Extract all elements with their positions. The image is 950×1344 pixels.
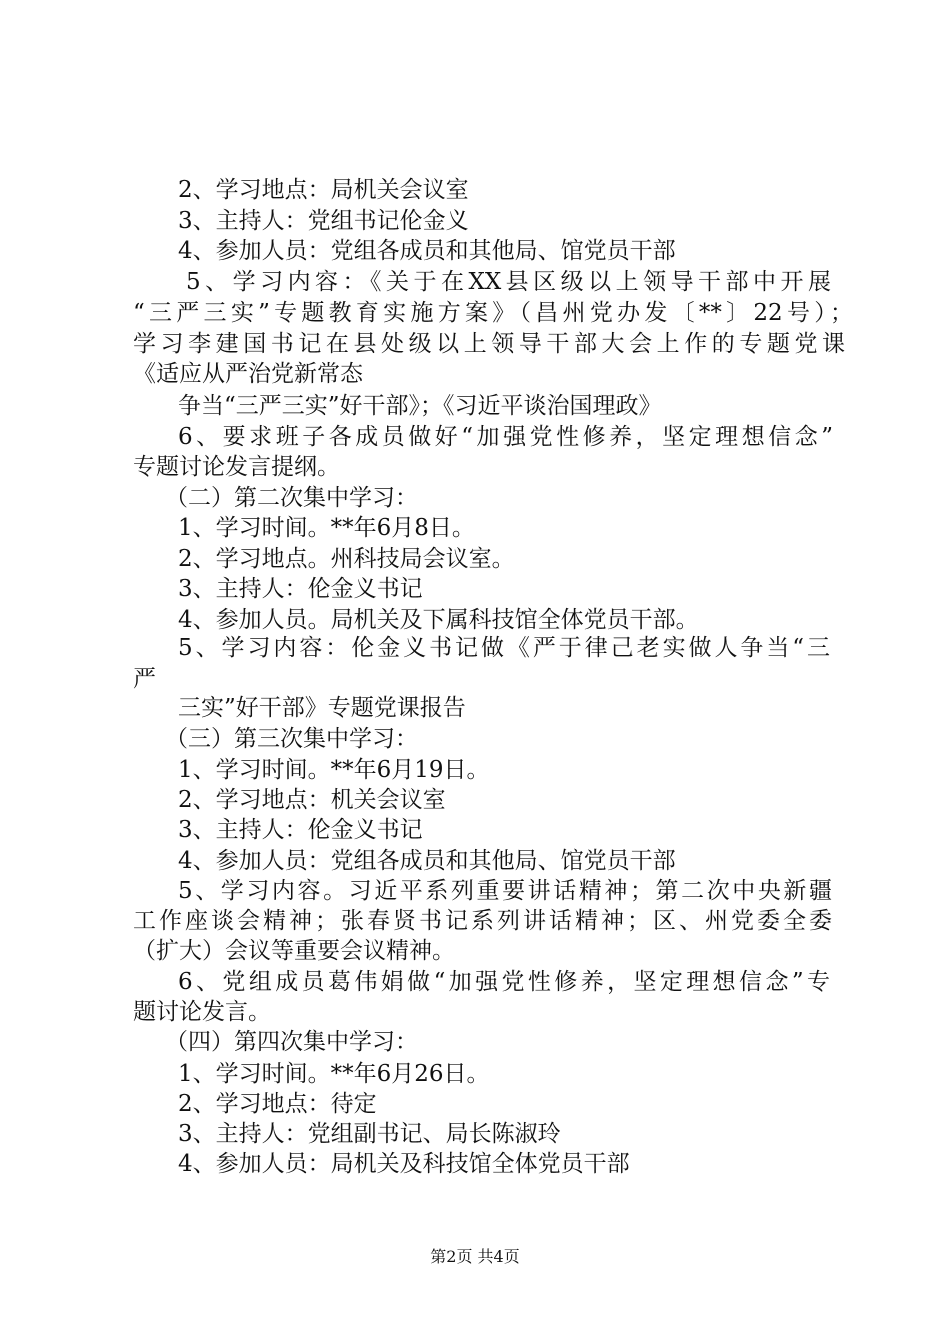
text-line: 争当“三严三实”好干部》；《习近平谈治国理政》	[178, 393, 662, 419]
text-line: 1、学习时间。**年6月19日。	[178, 757, 490, 783]
text-line: 4、参加人员：党组各成员和其他局、馆党员干部	[178, 238, 676, 264]
text-line: 3、主持人：党组副书记、局长陈淑玲	[178, 1121, 561, 1147]
text-line: 4、参加人员：局机关及科技馆全体党员干部	[178, 1151, 630, 1177]
text-line: 三实”好干部》专题党课报告	[178, 695, 466, 721]
text-line: 2、学习地点：待定	[178, 1091, 377, 1117]
text-line: 5、学习内容。习近平系列重要讲话精神；第二次中央新疆	[178, 878, 832, 904]
text-line: 专题讨论发言提纲。	[133, 454, 340, 480]
text-line: 2、学习地点。州科技局会议室。	[178, 546, 515, 572]
text-line: 5、学习内容：《关于在XX县区级以上领导干部中开展	[186, 269, 831, 295]
text-line: 4、参加人员：党组各成员和其他局、馆党员干部	[178, 848, 676, 874]
section-heading: （二）第二次集中学习：	[165, 485, 418, 511]
section-heading: （四）第四次集中学习：	[165, 1029, 418, 1055]
text-line: 1、学习时间。**年6月26日。	[178, 1061, 490, 1087]
section-heading: （三）第三次集中学习：	[165, 726, 418, 752]
text-line: 6、要求班子各成员做好“加强党性修养，坚定理想信念”	[178, 424, 833, 450]
text-line: 3、主持人：党组书记伦金义	[178, 208, 469, 234]
text-line: 学习李建国书记在县处级以上领导干部大会上作的专题党课	[133, 331, 845, 357]
text-line: 2、学习地点：局机关会议室	[178, 177, 469, 203]
text-line: 1、学习时间。**年6月8日。	[178, 515, 475, 541]
text-line: 工作座谈会精神；张春贤书记系列讲话精神；区、州党委全委	[133, 908, 832, 934]
text-line: “三严三实”专题教育实施方案》（昌州党办发〔**〕22号）；	[133, 300, 853, 326]
text-line: 严	[133, 666, 156, 692]
text-line: 3、主持人：伦金义书记	[178, 576, 423, 602]
text-line: 《适应从严治党新常态	[133, 361, 363, 387]
text-line: 3、主持人：伦金义书记	[178, 817, 423, 843]
text-line: 5、学习内容：伦金义书记做《严于律己老实做人争当“三	[178, 635, 830, 661]
text-line: （扩大）会议等重要会议精神。	[133, 938, 455, 964]
text-line: 6、党组成员葛伟娟做“加强党性修养，坚定理想信念”专	[178, 969, 830, 995]
text-line: 4、参加人员。局机关及下属科技馆全体党员干部。	[178, 607, 699, 633]
text-line: 2、学习地点：机关会议室	[178, 787, 446, 813]
text-line: 题讨论发言。	[133, 999, 271, 1025]
page-number-footer: 第2页 共4页	[430, 1247, 520, 1266]
